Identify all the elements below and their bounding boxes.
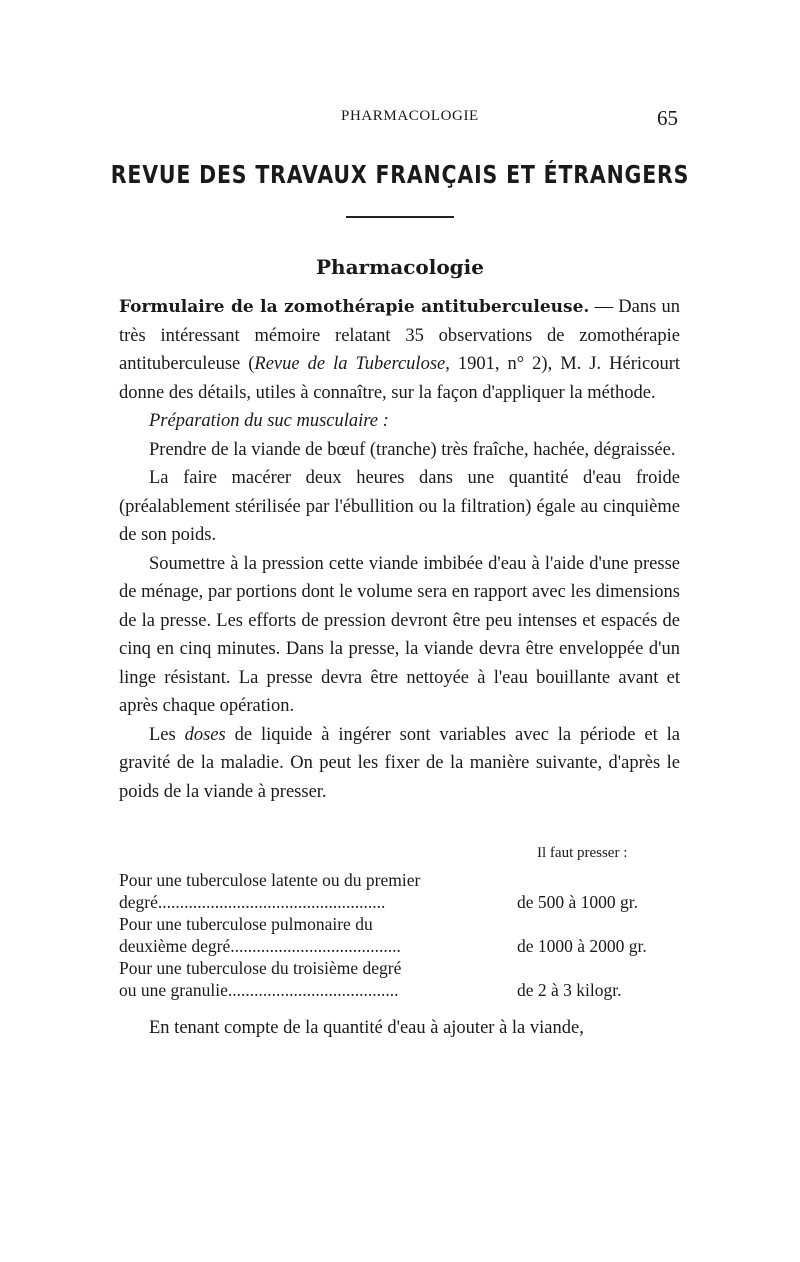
dose-row-label: Pour une tuberculose pulmonaire du	[119, 914, 373, 934]
article-title: Formulaire de la zomothérapie antituberculeuse.	[119, 297, 590, 317]
article-intro-tail: , 1901, n° 2), M. J. Héricourt donne des détails, utiles à connaître, sur la façon d'appliquer la méthode.	[119, 354, 681, 403]
doses-pre: Les	[149, 724, 185, 745]
preparation-label	[119, 407, 680, 436]
dose-table-header: Il faut presser :	[537, 845, 628, 861]
section-heading: REVUE DES TRAVAUX FRANÇAIS ET ÉTRANGERS	[110, 160, 690, 189]
running-head	[0, 108, 800, 132]
dose-row-label-cont: degré....................................................	[119, 892, 386, 912]
paragraph: Soumettre à la pression cette viande imbibée d'eau à l'aide d'une presse de ménage, par portions dont le volume sera en rapport avec les dimensions de la presse. Les efforts de pression devront être peu intenses et espacés de cinq en cinq minutes. Dans la presse, la viande devra être enveloppée d'un linge résistant. La presse devra être nettoyée à l'eau bouillante avant et après chaque opération.	[119, 553, 680, 716]
article-intro	[119, 293, 680, 407]
dose-row-value: de 1000 à 2000 gr.	[517, 936, 647, 956]
article-intro-text: — Dans un très intéressant mémoire relatant 35 observations de zomothérapie antituberculeuse (	[119, 297, 680, 374]
article-body	[119, 293, 680, 806]
page-number: 65	[657, 106, 678, 130]
paragraph: Prendre de la viande de bœuf (tranche) très fraîche, hachée, dégraissée.	[149, 439, 676, 460]
dose-row-value: de 500 à 1000 gr.	[517, 892, 639, 912]
heading-rule	[346, 216, 454, 218]
doses-post: de liquide à ingérer sont variables avec la période et la gravité de la maladie. On peut les fixer de la manière suivante, d'après le poids de la viande à presser.	[119, 724, 680, 802]
subheading: Pharmacologie	[316, 255, 484, 279]
dose-row-label: Pour une tuberculose latente ou du premier	[119, 870, 421, 890]
preparation-label-text: Préparation du suc musculaire :	[149, 411, 389, 431]
doses-paragraph	[119, 721, 680, 807]
dose-row-label-cont: deuxième degré.......................................	[119, 936, 401, 956]
journal-name: Revue de la Tuberculose	[254, 354, 446, 374]
doses-word: doses	[184, 724, 226, 745]
dose-row-label-cont: ou une granulie.......................................	[119, 980, 399, 1000]
dose-row-value: de 2 à 3 kilogr.	[517, 980, 622, 1000]
running-title: PHARMACOLOGIE	[341, 108, 479, 124]
paragraph: La faire macérer deux heures dans une quantité d'eau froide (préalablement stérilisée par l'ébullition ou la filtration) égale au cinquième de son poids.	[119, 468, 680, 545]
closing-line: En tenant compte de la quantité d'eau à ajouter à la viande,	[149, 1018, 584, 1038]
dose-row-label: Pour une tuberculose du troisième degré	[119, 958, 402, 978]
